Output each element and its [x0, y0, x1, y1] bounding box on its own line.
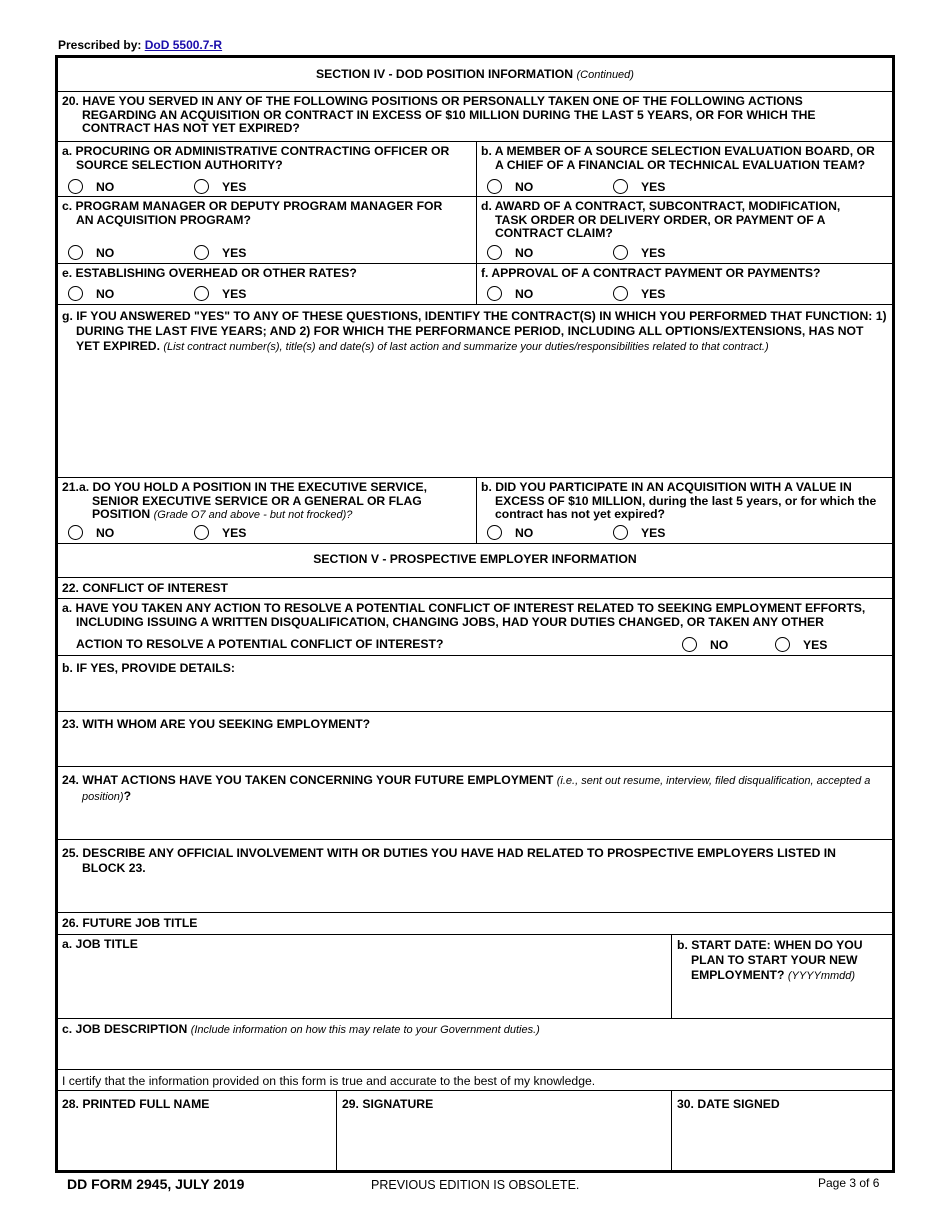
q22a-yes-option[interactable] — [775, 637, 827, 652]
q20e-yes-option[interactable] — [194, 286, 246, 301]
q26c-text: c. JOB DESCRIPTION — [62, 1022, 188, 1036]
q20b-question: b. A MEMBER OF A SOURCE SELECTION EVALUATION BOARD, OR A CHIEF OF A FINANCIAL OR TECHNICAL EVALUATION TEAM? — [481, 144, 875, 172]
q20b-no-label: NO — [515, 179, 534, 194]
q20c-cell — [58, 197, 476, 263]
q21a-yes-label: YES — [222, 525, 247, 540]
q20g-question — [62, 309, 888, 355]
q20d-yes-radio[interactable] — [613, 245, 628, 260]
q20g-row[interactable] — [58, 304, 892, 477]
q26-title: 26. FUTURE JOB TITLE — [62, 916, 198, 930]
q20e-question: e. ESTABLISHING OVERHEAD OR OTHER RATES? — [62, 266, 357, 280]
q26a-label: a. JOB TITLE — [62, 937, 138, 951]
q30-label: 30. DATE SIGNED — [677, 1097, 780, 1111]
q22a-row — [58, 598, 892, 655]
q26a-cell[interactable] — [58, 935, 671, 1018]
q22-title: 22. CONFLICT OF INTEREST — [62, 581, 228, 595]
q22a-question: a. HAVE YOU TAKEN ANY ACTION TO RESOLVE A POTENTIAL CONFLICT OF INTEREST RELATED TO SEEKING EMPLOYMENT EFFORTS, INCLUDING ISSUING A WRITTEN DISQUALIFICATION, CHANGING JOBS, HAD YOUR DUTIES CHANGED, OR TAKEN ANY OTHER — [62, 601, 866, 629]
q26b-label — [677, 938, 884, 984]
q29-cell[interactable] — [336, 1091, 671, 1170]
q20c-no-label: NO — [96, 245, 115, 260]
q20a-no-radio[interactable] — [68, 179, 83, 194]
q21a-text: 21.a. DO YOU HOLD A POSITION IN THE EXECUTIVE SERVICE, SENIOR EXECUTIVE SERVICE OR A GENERAL OR FLAG POSITION — [62, 480, 428, 521]
q26-ab-row — [58, 934, 892, 1018]
signature-row — [58, 1090, 892, 1170]
q21a-question — [62, 481, 456, 523]
q20a-yes-radio[interactable] — [194, 179, 209, 194]
q20d-yes-label: YES — [641, 245, 666, 260]
q20d-cell — [476, 197, 892, 263]
certify-row — [58, 1069, 892, 1090]
q22a-no-label: NO — [710, 637, 729, 652]
q20e-yes-radio[interactable] — [194, 286, 209, 301]
q20e-no-label: NO — [96, 286, 115, 301]
q20-ef-row — [58, 263, 892, 304]
q20d-question: d. AWARD OF A CONTRACT, SUBCONTRACT, MODIFICATION, TASK ORDER OR DELIVERY ORDER, OR PAYMENT OF A CONTRACT CLAIM? — [481, 199, 841, 240]
q20c-no-radio[interactable] — [68, 245, 83, 260]
q21a-no-option[interactable] — [68, 525, 114, 540]
q29-label: 29. SIGNATURE — [342, 1097, 434, 1111]
q21b-no-radio[interactable] — [487, 525, 502, 540]
q28-label: 28. PRINTED FULL NAME — [62, 1097, 210, 1111]
q20e-no-radio[interactable] — [68, 286, 83, 301]
q28-cell[interactable] — [58, 1091, 336, 1170]
q20b-no-radio[interactable] — [487, 179, 502, 194]
q22a-question-cont: ACTION TO RESOLVE A POTENTIAL CONFLICT OF INTEREST? — [76, 637, 444, 651]
q20-cd-row — [58, 196, 892, 263]
q20c-yes-label: YES — [222, 245, 247, 260]
certify-statement: I certify that the information provided on this form is true and accurate to the best of my knowledge. — [62, 1074, 596, 1088]
q22a-no-radio[interactable] — [682, 637, 697, 652]
q20c-yes-option[interactable] — [194, 245, 246, 260]
section-iv-title: SECTION IV - DOD POSITION INFORMATION — [316, 67, 574, 81]
q20a-question: a. PROCURING OR ADMINISTRATIVE CONTRACTING OFFICER OR SOURCE SELECTION AUTHORITY? — [62, 144, 450, 172]
q20f-no-radio[interactable] — [487, 286, 502, 301]
q20b-no-option[interactable] — [487, 179, 533, 194]
q24-text: 24. WHAT ACTIONS HAVE YOU TAKEN CONCERNING YOUR FUTURE EMPLOYMENT — [62, 773, 554, 787]
q21b-no-label: NO — [515, 525, 534, 540]
q25-row[interactable] — [58, 839, 892, 912]
q20b-yes-option[interactable] — [613, 179, 665, 194]
q26b-cell[interactable] — [671, 935, 892, 1018]
q20a-no-option[interactable] — [68, 179, 114, 194]
q20-question: 20. HAVE YOU SERVED IN ANY OF THE FOLLOWING POSITIONS OR PERSONALLY TAKEN ONE OF THE FOLLOWING ACTIONS REGARDING AN ACQUISITION OR CONTRACT IN EXCESS OF $10 MILLION DURING THE LAST 5 YEARS, OR FOR WHICH THE CONTRACT HAS NOT YET EXPIRED? — [62, 94, 816, 135]
q21b-question: b. DID YOU PARTICIPATE IN AN ACQUISITION WITH A VALUE IN EXCESS OF $10 MILLION, during the last 5 years, or for which the contract has not yet expired? — [481, 480, 877, 521]
q21a-note: (Grade O7 and above - but not frocked)? — [153, 509, 353, 521]
q20e-no-option[interactable] — [68, 286, 114, 301]
q20e-yes-label: YES — [222, 286, 247, 301]
q26b-text: b. START DATE: WHEN DO YOU PLAN TO START YOUR NEW EMPLOYMENT? — [677, 938, 863, 982]
q24-mark: ? — [123, 789, 132, 803]
q20a-yes-option[interactable] — [194, 179, 246, 194]
q22a-no-option[interactable] — [682, 637, 728, 652]
q20f-yes-radio[interactable] — [613, 286, 628, 301]
q20a-no-label: NO — [96, 179, 115, 194]
q21a-no-radio[interactable] — [68, 525, 83, 540]
q20f-yes-label: YES — [641, 286, 666, 301]
section-v-header — [58, 543, 892, 577]
q20f-yes-option[interactable] — [613, 286, 665, 301]
q23-label: 23. WITH WHOM ARE YOU SEEKING EMPLOYMENT? — [62, 717, 371, 731]
q26c-note: (Include information on how this may relate to your Government duties.) — [190, 1024, 540, 1036]
q20d-no-radio[interactable] — [487, 245, 502, 260]
q22b-label: b. IF YES, PROVIDE DETAILS: — [62, 661, 235, 675]
prescribed-label: Prescribed by: — [58, 38, 142, 52]
q21b-no-option[interactable] — [487, 525, 533, 540]
q25-label: 25. DESCRIBE ANY OFFICIAL INVOLVEMENT WITH OR DUTIES YOU HAVE HAD RELATED TO PROSPECTIVE EMPLOYERS LISTED IN BLOCK 23. — [62, 846, 836, 875]
q22-title-row — [58, 577, 892, 598]
q21b-yes-label: YES — [641, 525, 666, 540]
q20c-question: c. PROGRAM MANAGER OR DEPUTY PROGRAM MANAGER FOR AN ACQUISITION PROGRAM? — [62, 199, 443, 227]
section-iv-header — [58, 58, 892, 91]
q20f-cell — [476, 264, 892, 304]
q21b-cell — [476, 478, 892, 543]
q20-row — [58, 91, 892, 141]
page-number: Page 3 of 6 — [818, 1176, 880, 1190]
edition-note: PREVIOUS EDITION IS OBSOLETE. — [371, 1178, 580, 1192]
section-iv-continued: (Continued) — [576, 69, 634, 81]
q20c-yes-radio[interactable] — [194, 245, 209, 260]
q20d-yes-option[interactable] — [613, 245, 665, 260]
q21a-yes-radio[interactable] — [194, 525, 209, 540]
section-v-title: SECTION V - PROSPECTIVE EMPLOYER INFORMATION — [313, 552, 637, 566]
q21b-yes-radio[interactable] — [613, 525, 628, 540]
q20e-cell — [58, 264, 476, 304]
q20a-cell — [58, 142, 476, 196]
q21a-cell — [58, 478, 476, 543]
q21a-no-label: NO — [96, 525, 115, 540]
q20f-no-label: NO — [515, 286, 534, 301]
q20f-question: f. APPROVAL OF A CONTRACT PAYMENT OR PAYMENTS? — [481, 266, 821, 280]
prescribed-by — [58, 38, 222, 52]
q21a-yes-option[interactable] — [194, 525, 246, 540]
q22a-yes-radio[interactable] — [775, 637, 790, 652]
q30-cell[interactable] — [671, 1091, 892, 1170]
q21-row — [58, 477, 892, 543]
q22b-row[interactable] — [58, 655, 892, 711]
q20c-no-option[interactable] — [68, 245, 114, 260]
q20a-yes-label: YES — [222, 179, 247, 194]
q20d-no-option[interactable] — [487, 245, 533, 260]
form-number: DD FORM 2945, JULY 2019 — [67, 1176, 245, 1192]
q24-note: (i.e., sent out resume, interview, filed disqualification, accepted a position) — [82, 775, 871, 803]
q20f-no-option[interactable] — [487, 286, 533, 301]
prescribed-link[interactable]: DoD 5500.7-R — [144, 38, 223, 52]
q26c-row[interactable] — [58, 1018, 892, 1069]
q20g-text: g. IF YOU ANSWERED "YES" TO ANY OF THESE QUESTIONS, IDENTIFY THE CONTRACT(S) IN WHICH YOU PERFORMED THAT FUNCTION: 1) DURING THE LAST FIVE YEARS; AND 2) FOR WHICH THE PERFORMANCE PERIOD, INCLUDING ALL OPTIONS/EXTENSIONS, HAS NOT YET EXPIRED. — [62, 309, 887, 353]
q20-ab-row — [58, 141, 892, 196]
q20d-no-label: NO — [515, 245, 534, 260]
q20b-cell — [476, 142, 892, 196]
q24-label — [62, 773, 884, 805]
q20b-yes-radio[interactable] — [613, 179, 628, 194]
form-page — [55, 55, 895, 1173]
q26-title-row — [58, 912, 892, 934]
q26c-label — [62, 1023, 540, 1038]
q23-row[interactable] — [58, 711, 892, 766]
q20g-note: (List contract number(s), title(s) and date(s) of last action and summarize your duties/responsibilities related to that contract.) — [163, 341, 769, 353]
q24-row[interactable] — [58, 766, 892, 839]
q21b-yes-option[interactable] — [613, 525, 665, 540]
q26b-note: (YYYYmmdd) — [787, 970, 856, 982]
q22a-yes-label: YES — [803, 637, 828, 652]
q20b-yes-label: YES — [641, 179, 666, 194]
